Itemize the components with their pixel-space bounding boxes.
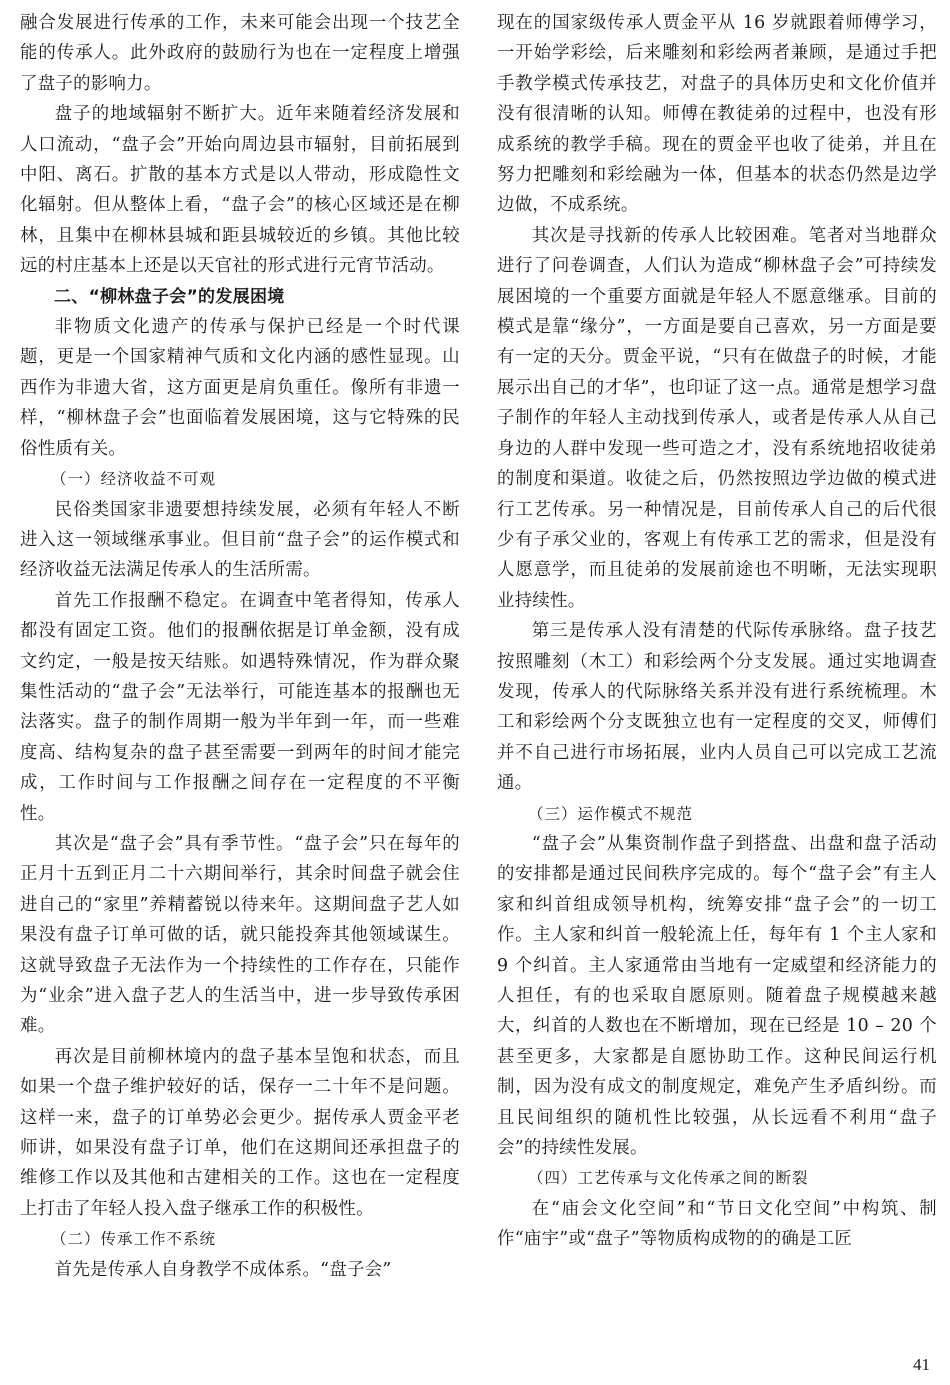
subsection-heading: （四）工艺传承与文化传承之间的断裂 [528, 1169, 809, 1188]
paragraph: 现在的国家级传承人贾金平从 16 岁就跟着师傅学习，一开始学彩绘，后来雕刻和彩绘两者兼顾，是通过手把手教学模式传承技艺，对盘子的具体历史和文化价值并没有很清晰的认知。师傅在教徒弟的过程中，也没有形成系统的教学手稿。现在的贾金平也收了徒弟，并且在努力把雕刻和彩绘融为一体，但基本的状态仍然是边学边做，不成系统。 [497, 13, 937, 216]
subsection-heading: （一）经济收益不可观 [51, 470, 217, 489]
paragraph: 第三是传承人没有清楚的代际传承脉络。盘子技艺按照雕刻（木工）和彩绘两个分支发展。通过实地调查发现，传承人的代际脉络关系并没有进行系统梳理。木工和彩绘两个分支既独立也有一定程度的交叉，师傅们并不自己进行市场拓展，业内人员自己可以完成工艺流通。 [497, 621, 937, 794]
paragraph: 首先是传承人自身教学不成体系。“盘子会” [54, 1259, 392, 1280]
subsection-heading: （二）传承工作不系统 [51, 1230, 217, 1249]
paragraph: 在“庙会文化空间”和“节日文化空间”中构筑、制作“庙宇”或“盘子”等物质构成物的的确是工匠 [497, 1198, 937, 1250]
paragraph: “盘子会”从集资制作盘子到搭盘、出盘和盘子活动的安排都是通过民间秩序完成的。每个“盘子会”有主人家和纠首组成领导机构，统筹安排“盘子会”的一切工作。主人家和纠首一般轮流上任，每年有 1 个主人家和 9 个纠首。主人家通常由当地有一定威望和经济能力的人担任，有的也采取自愿原则。随着盘子规模越来越大，纠首的人数也在不断增加，现在已经是 10 – 20 个甚至更多，大家都是自愿协助工作。这种民间运行机制，因为没有成文的制度规定，难免产生矛盾纠纷。而且民间组织的随机性比较强，从长远看不利用“盘子会”的持续性发展。 [497, 833, 937, 1159]
left-column [20, 8, 460, 1285]
paragraph: 其次是“盘子会”具有季节性。“盘子会”只在每年的正月十五到正月二十六期间举行，其余时间盘子就会住进自己的“家里”养精蓄锐以待来年。这期间盘子艺人如果没有盘子订单可做的话，就只能投奔其他领域谋生。这就导致盘子无法作为一个持续性的工作存在，只能作为“业余”进入盘子艺人的生活当中，进一步导致传承困难。 [20, 833, 460, 1037]
paragraph: 融合发展进行传承的工作，未来可能会出现一个技艺全能的传承人。此外政府的鼓励行为也在一定程度上增强了盘子的影响力。 [20, 13, 460, 94]
paragraph: 民俗类国家非遗要想持续发展，必须有年轻人不断进入这一领域继承事业。但目前“盘子会”的运作模式和经济收益无法满足传承人的生活所需。 [20, 499, 460, 581]
right-column [497, 8, 937, 1255]
paragraph: 其次是寻找新的传承人比较困难。笔者对当地群众进行了问卷调查，人们认为造成“柳林盘子会”可持续发展困境的一个重要方面就是年轻人不愿意继承。目前的模式是靠“缘分”，一方面是要自己喜欢，另一方面是要有一定的天分。贾金平说，“只有在做盘子的时候，才能展示出自己的才华”，也印证了这一点。通常是想学习盘子制作的年轻人主动找到传承人，或者是传承人从自己身边的人群中发现一些可造之才，没有系统地招收徒弟的制度和渠道。收徒之后，仍然按照边学边做的模式进行工艺传承。另一种情况是，目前传承人自己的后代很少有子承父业的，客观上有传承工艺的需求，但是没有人愿意学，而且徒弟的发展前途也不明晰，无法实现职业持续性。 [497, 225, 937, 611]
paragraph: 首先工作报酬不稳定。在调查中笔者得知，传承人都没有固定工资。他们的报酬依据是订单金额，没有成文约定，一般是按天结账。如遇特殊情况，作为群众聚集性活动的“盘子会”无法举行，可能连基本的报酬也无法落实。盘子的制作周期一般为半年到一年，而一些难度高、结构复杂的盘子甚至需要一到两年的时间才能完成，工作时间与工作报酬之间存在一定程度的不平衡性。 [20, 590, 460, 824]
paragraph: 盘子的地域辐射不断扩大。近年来随着经济发展和人口流动，“盘子会”开始向周边县市辐射，目前拓展到中阳、离石。扩散的基本方式是以人带动，形成隐性文化辐射。但从整体上看，“盘子会”的核心区域还是在柳林，且集中在柳林县城和距县城较近的乡镇。其他比较远的村庄基本上还是以天官社的形式进行元宵节活动。 [20, 104, 460, 277]
paragraph: 再次是目前柳林境内的盘子基本呈饱和状态，而且如果一个盘子维护较好的话，保存一二十年不是问题。这样一来，盘子的订单势必会更少。据传承人贾金平老师讲，如果没有盘子订单，他们在这期间还承担盘子的维修工作以及其他和古建相关的工作。这也在一定程度上打击了年轻人投入盘子继承工作的积极性。 [20, 1046, 460, 1219]
page-number: 41 [913, 1355, 930, 1374]
subsection-heading: （三）运作模式不规范 [528, 804, 694, 823]
paragraph: 非物质文化遗产的传承与保护已经是一个时代课题，更是一个国家精神气质和文化内涵的感性显现。山西作为非遗大省，这方面更是肩负重任。像所有非遗一样，“柳林盘子会”也面临着发展困境，这与它特殊的民俗性质有关。 [20, 317, 460, 459]
section-heading: 二、“柳林盘子会”的发展困境 [54, 286, 285, 307]
